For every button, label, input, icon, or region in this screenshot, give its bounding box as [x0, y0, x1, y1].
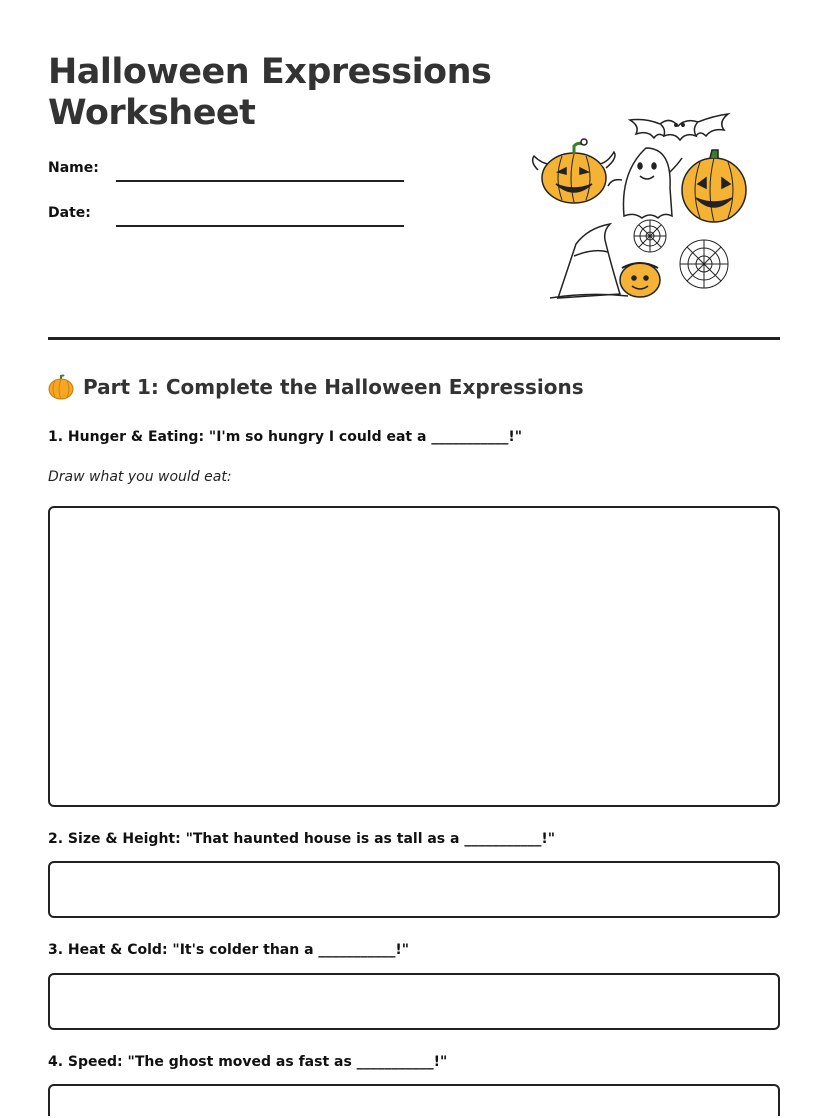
- date-field[interactable]: [48, 205, 408, 229]
- answer-box-2[interactable]: [48, 861, 780, 918]
- pumpkin-icon: [48, 374, 74, 400]
- cauldron-pumpkin-icon: [620, 263, 660, 297]
- name-field[interactable]: [48, 160, 408, 184]
- pumpkin-icon: [682, 150, 746, 222]
- question-2: 2. Size & Height: "That haunted house is as tall as a ___________!": [48, 831, 556, 847]
- part-1-title-text: Part 1: Complete the Halloween Expressions: [83, 375, 584, 399]
- bat-icon: [630, 114, 728, 140]
- question-4: 4. Speed: "The ghost moved as fast as ___________!": [48, 1054, 448, 1070]
- spider-web-icon: [634, 220, 666, 252]
- answer-box-4[interactable]: [48, 1084, 780, 1116]
- witch-hat-icon: [550, 224, 628, 298]
- title-line-2: Worksheet: [48, 93, 256, 133]
- name-label: Name:: [48, 160, 99, 176]
- question-1-instruction: Draw what you would eat:: [48, 469, 232, 485]
- date-label: Date:: [48, 205, 91, 221]
- page-title: [48, 52, 491, 134]
- ghost-icon: [608, 148, 682, 218]
- spider-web-icon: [680, 240, 728, 288]
- question-1: 1. Hunger & Eating: "I'm so hungry I could eat a ___________!": [48, 429, 522, 445]
- pumpkin-icon: [533, 139, 615, 203]
- drawing-box[interactable]: [48, 506, 780, 807]
- header-divider: [48, 337, 780, 340]
- date-line[interactable]: [116, 225, 404, 227]
- halloween-illustration: [528, 108, 748, 302]
- question-3: 3. Heat & Cold: "It's colder than a ___________!": [48, 942, 410, 958]
- answer-box-3[interactable]: [48, 973, 780, 1030]
- part-1-title: [48, 374, 584, 400]
- title-line-1: Halloween Expressions: [48, 52, 492, 92]
- name-line[interactable]: [116, 180, 404, 182]
